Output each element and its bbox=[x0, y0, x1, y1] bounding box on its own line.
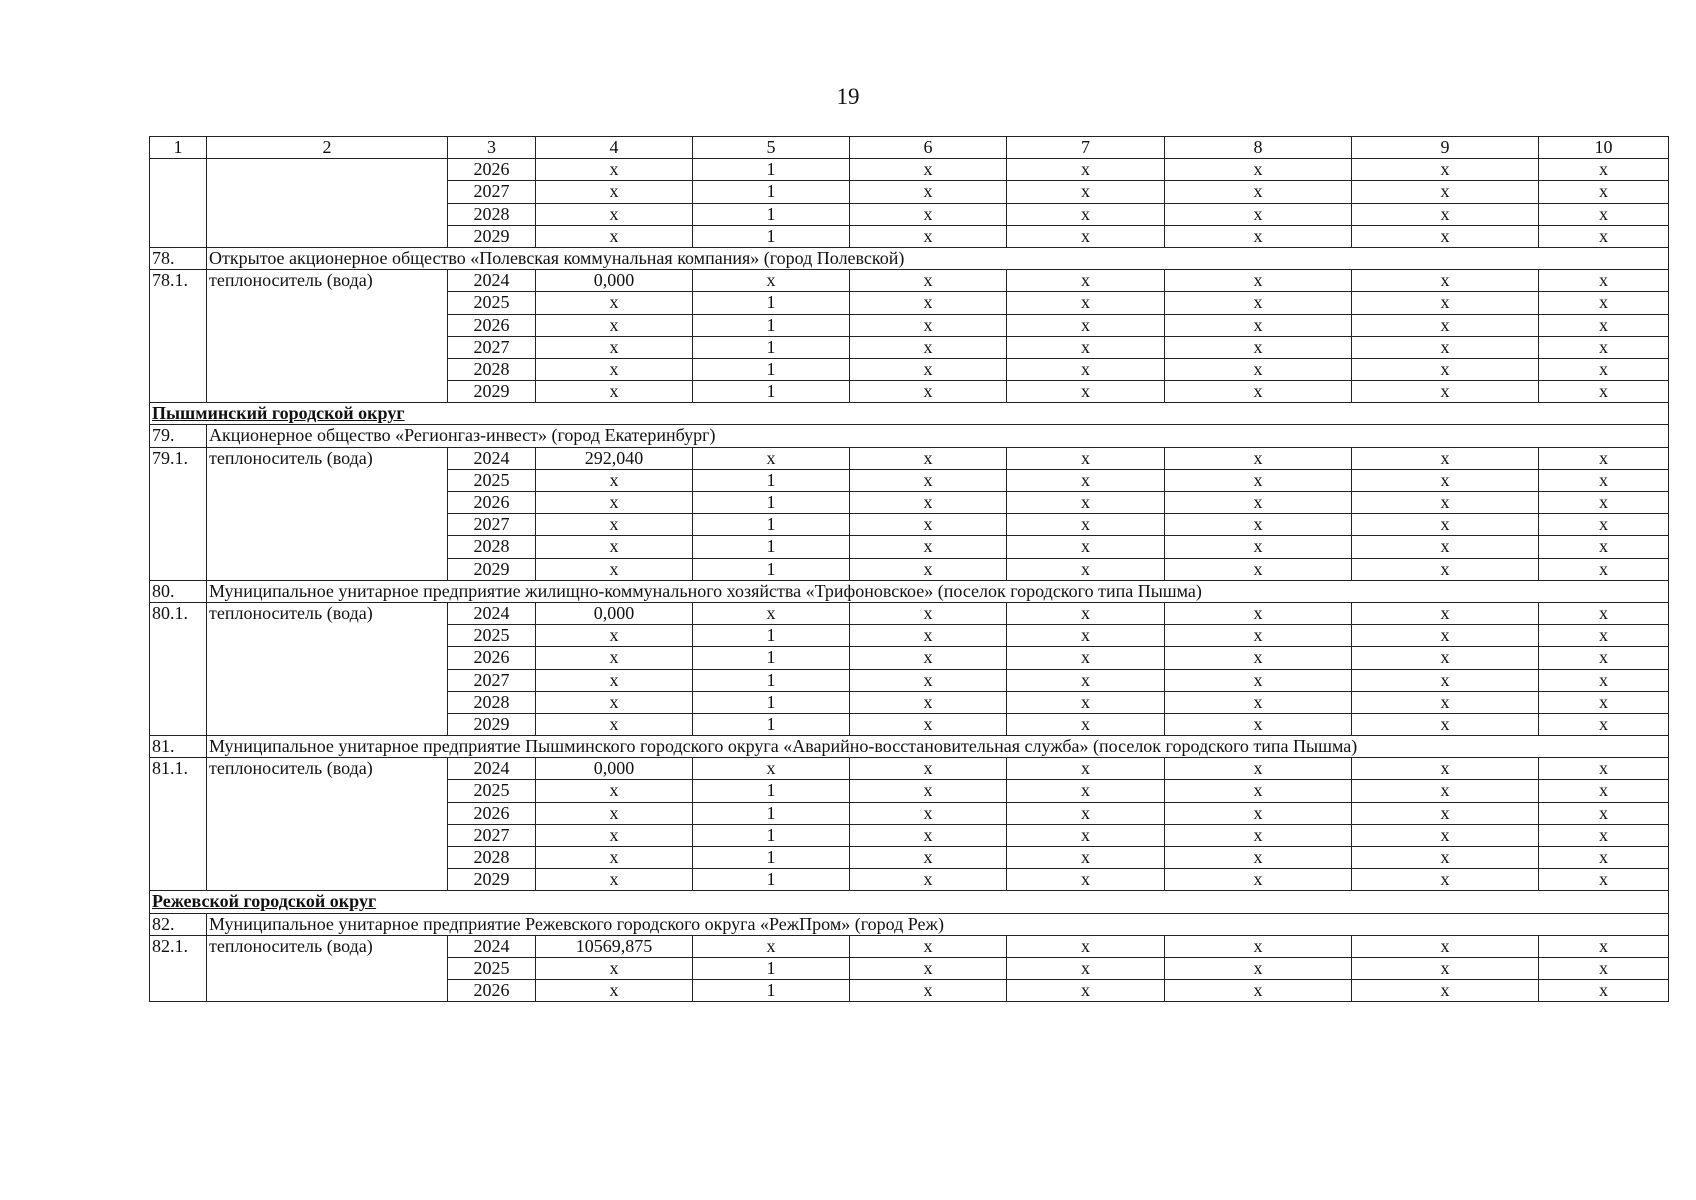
value-cell: x bbox=[1539, 647, 1669, 669]
value-cell: 1 bbox=[693, 181, 850, 203]
year-cell: 2024 bbox=[448, 270, 536, 292]
value-cell: x bbox=[1165, 713, 1352, 735]
table-body bbox=[150, 137, 1669, 1002]
year-cell: 2027 bbox=[448, 514, 536, 536]
value-cell: 1 bbox=[693, 492, 850, 514]
year-cell: 2025 bbox=[448, 469, 536, 491]
value-cell: 1 bbox=[693, 314, 850, 336]
header-cell: 5 bbox=[693, 137, 850, 159]
value-cell: 1 bbox=[693, 957, 850, 979]
value-cell: x bbox=[536, 181, 693, 203]
value-cell: x bbox=[1352, 381, 1539, 403]
value-cell: x bbox=[1539, 847, 1669, 869]
value-cell: x bbox=[1007, 691, 1165, 713]
value-cell: x bbox=[1007, 314, 1165, 336]
value-cell: x bbox=[1165, 358, 1352, 380]
value-cell: x bbox=[850, 957, 1007, 979]
value-cell: x bbox=[850, 713, 1007, 735]
value-cell: 1 bbox=[693, 514, 850, 536]
value-cell: x bbox=[850, 314, 1007, 336]
value-cell: x bbox=[1165, 957, 1352, 979]
value-cell: x bbox=[536, 869, 693, 891]
value-cell: x bbox=[850, 270, 1007, 292]
year-cell: 2028 bbox=[448, 358, 536, 380]
value-cell: x bbox=[693, 758, 850, 780]
year-cell: 2029 bbox=[448, 225, 536, 247]
resource-name: теплоноситель (вода) bbox=[207, 270, 448, 403]
value-cell: x bbox=[1352, 159, 1539, 181]
resource-name: теплоноситель (вода) bbox=[207, 935, 448, 1002]
value-cell: x bbox=[1352, 469, 1539, 491]
value-cell: x bbox=[536, 314, 693, 336]
value-cell: x bbox=[536, 824, 693, 846]
value-cell: x bbox=[1539, 957, 1669, 979]
value-cell: 1 bbox=[693, 469, 850, 491]
value-cell: x bbox=[1165, 514, 1352, 536]
value-cell: x bbox=[536, 558, 693, 580]
value-cell: x bbox=[1165, 780, 1352, 802]
value-cell: x bbox=[850, 514, 1007, 536]
value-cell: x bbox=[1165, 159, 1352, 181]
organization-title: Акционерное общество «Регионгаз-инвест» (город Екатеринбург) bbox=[207, 425, 1669, 447]
value-cell: x bbox=[1352, 758, 1539, 780]
value-cell: x bbox=[1165, 558, 1352, 580]
value-cell: x bbox=[1539, 203, 1669, 225]
value-cell: x bbox=[536, 669, 693, 691]
district-title: Пышминский городской округ bbox=[150, 403, 1669, 425]
organization-title: Муниципальное унитарное предприятие жилищно-коммунального хозяйства «Трифоновское» (поселок городского типа Пышма) bbox=[207, 580, 1669, 602]
value-cell: x bbox=[1352, 358, 1539, 380]
value-cell: 1 bbox=[693, 625, 850, 647]
value-cell: x bbox=[1165, 980, 1352, 1002]
value-cell: x bbox=[1539, 558, 1669, 580]
item-number: 78.1. bbox=[150, 270, 207, 403]
value-cell: x bbox=[1352, 980, 1539, 1002]
year-cell: 2029 bbox=[448, 869, 536, 891]
value-cell: x bbox=[1352, 602, 1539, 624]
value-cell: x bbox=[1165, 536, 1352, 558]
value-cell: x bbox=[1007, 780, 1165, 802]
organization-number: 80. bbox=[150, 580, 207, 602]
value-cell: x bbox=[1165, 181, 1352, 203]
value-cell: x bbox=[1007, 957, 1165, 979]
header-cell: 7 bbox=[1007, 137, 1165, 159]
value-cell: x bbox=[850, 159, 1007, 181]
value-cell: x bbox=[1539, 181, 1669, 203]
value-cell: x bbox=[1352, 558, 1539, 580]
value-cell: x bbox=[1007, 381, 1165, 403]
value-cell: x bbox=[536, 847, 693, 869]
value-cell: x bbox=[1007, 758, 1165, 780]
year-cell: 2025 bbox=[448, 957, 536, 979]
value-cell: x bbox=[1352, 935, 1539, 957]
value-cell: x bbox=[1165, 447, 1352, 469]
year-cell: 2024 bbox=[448, 447, 536, 469]
value-cell: 1 bbox=[693, 647, 850, 669]
value-cell: x bbox=[1352, 225, 1539, 247]
value-cell: x bbox=[850, 980, 1007, 1002]
value-cell: x bbox=[850, 469, 1007, 491]
value-cell: x bbox=[536, 713, 693, 735]
value-cell: x bbox=[1352, 181, 1539, 203]
value-cell: x bbox=[1007, 536, 1165, 558]
value-cell: x bbox=[850, 847, 1007, 869]
value-cell: x bbox=[1352, 647, 1539, 669]
value-cell: x bbox=[850, 669, 1007, 691]
value-cell: x bbox=[1165, 669, 1352, 691]
value-cell: x bbox=[536, 691, 693, 713]
year-cell: 2028 bbox=[448, 203, 536, 225]
value-cell: x bbox=[1007, 647, 1165, 669]
item-number: 81.1. bbox=[150, 758, 207, 891]
year-cell: 2024 bbox=[448, 935, 536, 957]
year-cell: 2025 bbox=[448, 625, 536, 647]
value-cell: x bbox=[1165, 492, 1352, 514]
value-cell: x bbox=[1539, 625, 1669, 647]
header-cell: 4 bbox=[536, 137, 693, 159]
value-cell: x bbox=[1352, 492, 1539, 514]
value-cell: x bbox=[1352, 336, 1539, 358]
value-cell: x bbox=[536, 292, 693, 314]
year-cell: 2024 bbox=[448, 758, 536, 780]
resource-name: теплоноситель (вода) bbox=[207, 447, 448, 580]
value-cell: x bbox=[1539, 447, 1669, 469]
value-cell: x bbox=[536, 358, 693, 380]
year-cell: 2029 bbox=[448, 558, 536, 580]
value-cell: x bbox=[1007, 292, 1165, 314]
value-cell: x bbox=[1007, 469, 1165, 491]
value-cell: x bbox=[1352, 536, 1539, 558]
value-cell: 1 bbox=[693, 292, 850, 314]
value-cell: 1 bbox=[693, 203, 850, 225]
organization-title: Муниципальное унитарное предприятие Пышминского городского округа «Аварийно-восстановительная служба» (поселок городского типа Пышма) bbox=[207, 736, 1669, 758]
header-cell: 2 bbox=[207, 137, 448, 159]
value-cell: x bbox=[1539, 824, 1669, 846]
value-cell: x bbox=[850, 447, 1007, 469]
value-cell: x bbox=[1007, 935, 1165, 957]
value-cell: x bbox=[1165, 314, 1352, 336]
value-cell: x bbox=[1352, 780, 1539, 802]
value-cell: x bbox=[1352, 203, 1539, 225]
value-cell: x bbox=[1007, 336, 1165, 358]
value-cell: x bbox=[1539, 292, 1669, 314]
value-cell: x bbox=[1007, 358, 1165, 380]
year-cell: 2025 bbox=[448, 292, 536, 314]
value-cell: x bbox=[536, 159, 693, 181]
year-cell: 2025 bbox=[448, 780, 536, 802]
year-cell: 2026 bbox=[448, 980, 536, 1002]
header-cell: 6 bbox=[850, 137, 1007, 159]
value-cell: 1 bbox=[693, 336, 850, 358]
value-cell: 10569,875 bbox=[536, 935, 693, 957]
value-cell: x bbox=[1165, 602, 1352, 624]
organization-number: 81. bbox=[150, 736, 207, 758]
value-cell: 1 bbox=[693, 159, 850, 181]
value-cell: x bbox=[1539, 336, 1669, 358]
year-cell: 2029 bbox=[448, 713, 536, 735]
resource-name bbox=[207, 159, 448, 248]
item-number: 80.1. bbox=[150, 602, 207, 735]
value-cell: x bbox=[850, 292, 1007, 314]
item-number: 82.1. bbox=[150, 935, 207, 1002]
value-cell: x bbox=[1165, 647, 1352, 669]
table-row bbox=[150, 447, 1669, 469]
value-cell: x bbox=[1539, 869, 1669, 891]
organization-row bbox=[150, 247, 1669, 269]
value-cell: 1 bbox=[693, 824, 850, 846]
value-cell: x bbox=[850, 225, 1007, 247]
year-cell: 2026 bbox=[448, 492, 536, 514]
organization-row bbox=[150, 736, 1669, 758]
value-cell: x bbox=[1539, 758, 1669, 780]
value-cell: x bbox=[693, 935, 850, 957]
value-cell: x bbox=[850, 492, 1007, 514]
value-cell: x bbox=[1539, 270, 1669, 292]
value-cell: x bbox=[1007, 802, 1165, 824]
value-cell: x bbox=[1165, 270, 1352, 292]
value-cell: x bbox=[1539, 713, 1669, 735]
value-cell: x bbox=[850, 758, 1007, 780]
value-cell: x bbox=[1007, 625, 1165, 647]
value-cell: 1 bbox=[693, 558, 850, 580]
header-cell: 8 bbox=[1165, 137, 1352, 159]
district-row bbox=[150, 891, 1669, 913]
value-cell: x bbox=[850, 381, 1007, 403]
value-cell: x bbox=[536, 492, 693, 514]
page-number: 19 bbox=[836, 84, 860, 109]
year-cell: 2026 bbox=[448, 159, 536, 181]
value-cell: 0,000 bbox=[536, 270, 693, 292]
value-cell: x bbox=[536, 225, 693, 247]
value-cell: x bbox=[1539, 602, 1669, 624]
organization-title: Открытое акционерное общество «Полевская коммунальная компания» (город Полевской) bbox=[207, 247, 1669, 269]
value-cell: x bbox=[1165, 691, 1352, 713]
header-cell: 3 bbox=[448, 137, 536, 159]
value-cell: 1 bbox=[693, 780, 850, 802]
value-cell: x bbox=[536, 203, 693, 225]
value-cell: x bbox=[1539, 780, 1669, 802]
value-cell: x bbox=[1007, 492, 1165, 514]
value-cell: x bbox=[1007, 447, 1165, 469]
year-cell: 2027 bbox=[448, 336, 536, 358]
value-cell: x bbox=[850, 691, 1007, 713]
value-cell: x bbox=[1165, 625, 1352, 647]
value-cell: x bbox=[1539, 514, 1669, 536]
value-cell: 1 bbox=[693, 847, 850, 869]
header-cell: 1 bbox=[150, 137, 207, 159]
value-cell: x bbox=[1352, 669, 1539, 691]
value-cell: x bbox=[1007, 869, 1165, 891]
value-cell: x bbox=[536, 514, 693, 536]
value-cell: 1 bbox=[693, 225, 850, 247]
value-cell: x bbox=[1007, 514, 1165, 536]
value-cell: x bbox=[693, 447, 850, 469]
value-cell: x bbox=[1007, 225, 1165, 247]
year-cell: 2028 bbox=[448, 847, 536, 869]
value-cell: x bbox=[1352, 869, 1539, 891]
resource-name: теплоноситель (вода) bbox=[207, 758, 448, 891]
value-cell: x bbox=[1165, 824, 1352, 846]
value-cell: x bbox=[850, 203, 1007, 225]
table-row bbox=[150, 159, 1669, 181]
value-cell: x bbox=[850, 336, 1007, 358]
value-cell: x bbox=[693, 270, 850, 292]
district-title: Режевской городской округ bbox=[150, 891, 1669, 913]
item-number: 79.1. bbox=[150, 447, 207, 580]
value-cell: x bbox=[1352, 824, 1539, 846]
organization-number: 78. bbox=[150, 247, 207, 269]
year-cell: 2028 bbox=[448, 691, 536, 713]
value-cell: 0,000 bbox=[536, 758, 693, 780]
value-cell: x bbox=[1007, 669, 1165, 691]
value-cell: 0,000 bbox=[536, 602, 693, 624]
year-cell: 2026 bbox=[448, 802, 536, 824]
header-row bbox=[150, 137, 1669, 159]
value-cell: x bbox=[536, 625, 693, 647]
organization-number: 79. bbox=[150, 425, 207, 447]
value-cell: x bbox=[850, 780, 1007, 802]
organization-row bbox=[150, 580, 1669, 602]
value-cell: x bbox=[693, 602, 850, 624]
value-cell: x bbox=[1165, 225, 1352, 247]
value-cell: 1 bbox=[693, 802, 850, 824]
value-cell: x bbox=[1539, 381, 1669, 403]
year-cell: 2029 bbox=[448, 381, 536, 403]
value-cell: x bbox=[1165, 802, 1352, 824]
table-row bbox=[150, 270, 1669, 292]
header-cell: 9 bbox=[1352, 137, 1539, 159]
year-cell: 2026 bbox=[448, 314, 536, 336]
value-cell: 1 bbox=[693, 691, 850, 713]
value-cell: x bbox=[850, 536, 1007, 558]
value-cell: x bbox=[1007, 203, 1165, 225]
value-cell: x bbox=[850, 869, 1007, 891]
value-cell: x bbox=[536, 536, 693, 558]
organization-row bbox=[150, 425, 1669, 447]
value-cell: x bbox=[1352, 270, 1539, 292]
value-cell: 1 bbox=[693, 713, 850, 735]
value-cell: x bbox=[1352, 847, 1539, 869]
value-cell: x bbox=[850, 181, 1007, 203]
year-cell: 2027 bbox=[448, 824, 536, 846]
value-cell: x bbox=[536, 469, 693, 491]
value-cell: x bbox=[1165, 869, 1352, 891]
value-cell: x bbox=[1007, 713, 1165, 735]
organization-row bbox=[150, 913, 1669, 935]
value-cell: x bbox=[536, 336, 693, 358]
value-cell: x bbox=[536, 780, 693, 802]
value-cell: x bbox=[536, 957, 693, 979]
value-cell: 1 bbox=[693, 980, 850, 1002]
value-cell: x bbox=[850, 625, 1007, 647]
value-cell: x bbox=[1539, 669, 1669, 691]
item-number bbox=[150, 159, 207, 248]
value-cell: x bbox=[1352, 447, 1539, 469]
value-cell: x bbox=[1539, 314, 1669, 336]
year-cell: 2026 bbox=[448, 647, 536, 669]
value-cell: x bbox=[850, 602, 1007, 624]
value-cell: x bbox=[1539, 691, 1669, 713]
value-cell: x bbox=[1165, 935, 1352, 957]
value-cell: x bbox=[1165, 469, 1352, 491]
organization-number: 82. bbox=[150, 913, 207, 935]
value-cell: x bbox=[1539, 358, 1669, 380]
value-cell: x bbox=[1007, 602, 1165, 624]
value-cell: 1 bbox=[693, 381, 850, 403]
value-cell: x bbox=[850, 802, 1007, 824]
value-cell: x bbox=[1165, 381, 1352, 403]
tariff-table bbox=[149, 136, 1669, 1002]
value-cell: x bbox=[1165, 758, 1352, 780]
value-cell: x bbox=[536, 980, 693, 1002]
value-cell: x bbox=[1539, 536, 1669, 558]
year-cell: 2028 bbox=[448, 536, 536, 558]
table-row bbox=[150, 758, 1669, 780]
table-row bbox=[150, 602, 1669, 624]
value-cell: x bbox=[1539, 159, 1669, 181]
value-cell: x bbox=[536, 381, 693, 403]
value-cell: x bbox=[1007, 847, 1165, 869]
header-cell: 10 bbox=[1539, 137, 1669, 159]
value-cell: x bbox=[1352, 292, 1539, 314]
value-cell: x bbox=[1165, 847, 1352, 869]
value-cell: x bbox=[536, 802, 693, 824]
value-cell: x bbox=[1007, 980, 1165, 1002]
value-cell: x bbox=[1352, 957, 1539, 979]
value-cell: x bbox=[1539, 492, 1669, 514]
table-row bbox=[150, 935, 1669, 957]
value-cell: x bbox=[850, 647, 1007, 669]
value-cell: x bbox=[850, 824, 1007, 846]
value-cell: x bbox=[1352, 713, 1539, 735]
value-cell: x bbox=[1539, 469, 1669, 491]
value-cell: x bbox=[1539, 802, 1669, 824]
value-cell: x bbox=[1352, 625, 1539, 647]
value-cell: x bbox=[1007, 558, 1165, 580]
value-cell: x bbox=[1539, 225, 1669, 247]
value-cell: x bbox=[1007, 270, 1165, 292]
value-cell: x bbox=[1539, 980, 1669, 1002]
value-cell: x bbox=[1539, 935, 1669, 957]
year-cell: 2027 bbox=[448, 181, 536, 203]
value-cell: x bbox=[1352, 314, 1539, 336]
organization-title: Муниципальное унитарное предприятие Режевского городского округа «РежПром» (город Реж) bbox=[207, 913, 1669, 935]
value-cell: 1 bbox=[693, 869, 850, 891]
value-cell: x bbox=[536, 647, 693, 669]
year-cell: 2027 bbox=[448, 669, 536, 691]
value-cell: x bbox=[1352, 514, 1539, 536]
value-cell: 1 bbox=[693, 669, 850, 691]
value-cell: x bbox=[1165, 292, 1352, 314]
value-cell: x bbox=[850, 558, 1007, 580]
value-cell: x bbox=[1352, 802, 1539, 824]
year-cell: 2024 bbox=[448, 602, 536, 624]
value-cell: x bbox=[1007, 824, 1165, 846]
value-cell: x bbox=[1165, 336, 1352, 358]
value-cell: x bbox=[850, 935, 1007, 957]
value-cell: x bbox=[1352, 691, 1539, 713]
resource-name: теплоноситель (вода) bbox=[207, 602, 448, 735]
value-cell: x bbox=[850, 358, 1007, 380]
district-row bbox=[150, 403, 1669, 425]
value-cell: 292,040 bbox=[536, 447, 693, 469]
value-cell: 1 bbox=[693, 358, 850, 380]
value-cell: x bbox=[1165, 203, 1352, 225]
value-cell: x bbox=[1007, 159, 1165, 181]
value-cell: 1 bbox=[693, 536, 850, 558]
value-cell: x bbox=[1007, 181, 1165, 203]
